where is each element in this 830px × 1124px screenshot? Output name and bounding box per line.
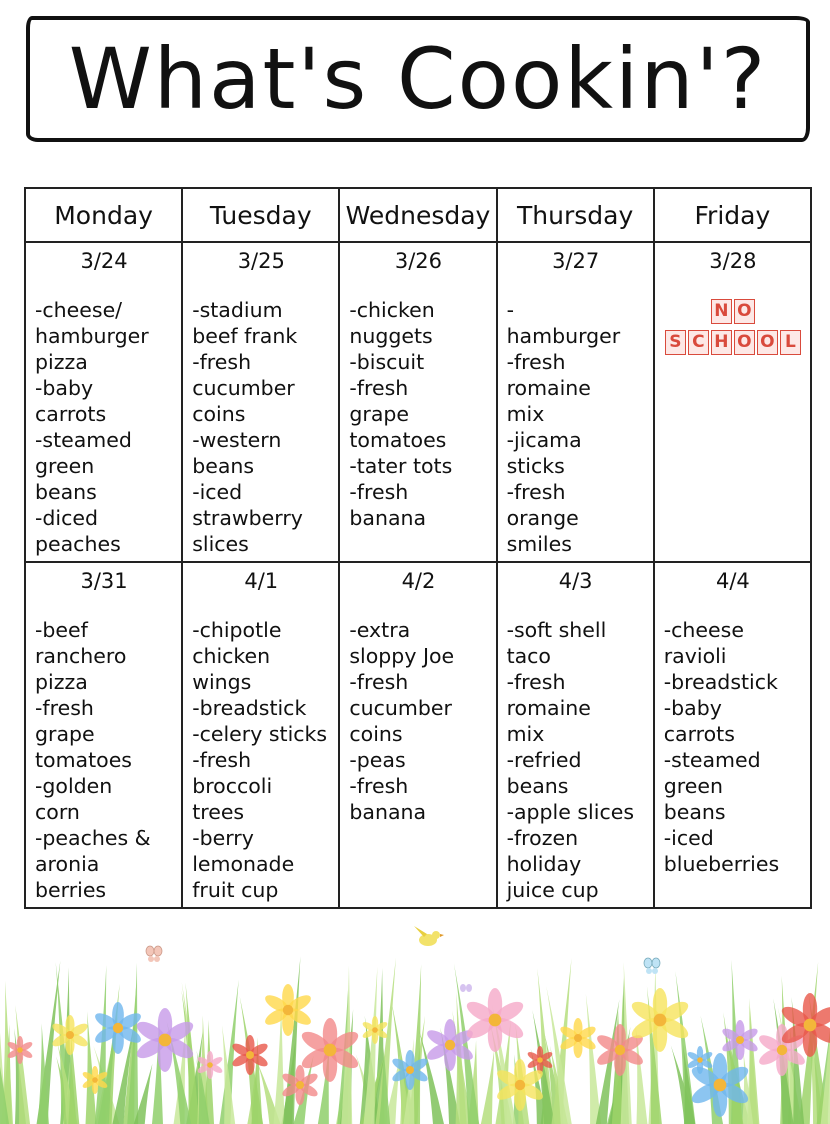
menu-item: -peaches & — [35, 826, 151, 850]
menu-item: -biscuit — [349, 350, 425, 374]
menu-item: berries — [35, 878, 107, 902]
menu-item: -diced — [35, 506, 99, 530]
menu-item: -cheese — [663, 618, 744, 642]
menu-item-list — [349, 617, 487, 825]
menu-item: blueberries — [663, 852, 780, 876]
menu-item: orange — [506, 506, 579, 530]
menu-item: -fresh — [35, 696, 94, 720]
menu-item: -fresh — [192, 350, 252, 374]
menu-item: -peas — [349, 748, 406, 772]
day-header-thursday: Thursday — [497, 188, 654, 242]
menu-item: -fresh — [506, 670, 566, 694]
menu-item: cucumber — [192, 376, 295, 400]
menu-item-list — [35, 617, 173, 903]
menu-item: carrots — [663, 722, 735, 746]
menu-item-list — [35, 297, 173, 557]
menu-item: -fresh — [349, 480, 409, 504]
menu-item: -iced — [192, 480, 243, 504]
menu-cell-monday — [25, 242, 182, 562]
menu-item: pizza — [35, 670, 88, 694]
flower-icon — [361, 1016, 388, 1044]
menu-item: banana — [349, 800, 427, 824]
menu-item: -baby — [663, 696, 722, 720]
menu-item: green — [35, 454, 95, 478]
menu-item: -chicken — [349, 298, 435, 322]
menu-cell-friday — [654, 242, 811, 562]
menu-date: 4/3 — [558, 569, 593, 593]
menu-cell-wednesday — [339, 562, 496, 908]
menu-item: -fresh — [349, 670, 409, 694]
menu-item: -celery sticks — [192, 722, 328, 746]
menu-item: romaine — [506, 376, 591, 400]
butterfly-icon — [146, 946, 162, 962]
menu-item: - — [506, 298, 514, 322]
menu-item: -fresh — [506, 480, 566, 504]
menu-item: -breadstick — [663, 670, 778, 694]
menu-item: sloppy Joe — [349, 644, 455, 668]
menu-item-list — [507, 297, 645, 557]
no-school-notice — [664, 297, 802, 355]
menu-date: 3/31 — [80, 569, 128, 593]
menu-item: -fresh — [192, 748, 252, 772]
day-header-wednesday: Wednesday — [339, 188, 496, 242]
menu-cell-thursday — [497, 242, 654, 562]
menu-item: broccoli — [192, 774, 273, 798]
no-school-word: N O — [664, 297, 802, 324]
menu-item: -breadstick — [192, 696, 307, 720]
menu-item: holiday — [506, 852, 582, 876]
menu-item: ranchero — [35, 644, 127, 668]
menu-item-list — [664, 617, 802, 877]
menu-item: beans — [192, 454, 255, 478]
menu-item: nuggets — [349, 324, 433, 348]
lunch-menu-table — [24, 187, 812, 909]
menu-item-list — [507, 617, 645, 903]
menu-item: -chipotle — [192, 618, 282, 642]
day-header-tuesday: Tuesday — [182, 188, 339, 242]
menu-item: beans — [35, 480, 97, 504]
menu-item: -iced — [663, 826, 714, 850]
title-banner — [26, 16, 810, 142]
menu-item: tomatoes — [349, 428, 447, 452]
menu-item: wings — [192, 670, 252, 694]
menu-cell-friday — [654, 562, 811, 908]
menu-date: 3/27 — [552, 249, 600, 273]
no-school-word: S C H O O L — [664, 328, 802, 355]
menu-item: smiles — [506, 532, 572, 556]
flower-icon — [6, 1036, 33, 1064]
menu-date: 4/4 — [715, 569, 750, 593]
menu-item: -golden — [35, 774, 113, 798]
week-row — [25, 562, 811, 908]
menu-item: aronia — [35, 852, 100, 876]
menu-item: -fresh — [506, 350, 566, 374]
menu-date: 3/24 — [80, 249, 128, 273]
menu-item: -apple slices — [506, 800, 635, 824]
menu-item: -frozen — [506, 826, 579, 850]
menu-item: mix — [506, 402, 545, 426]
menu-cell-wednesday — [339, 242, 496, 562]
menu-item: beans — [663, 800, 726, 824]
day-header-row — [25, 188, 811, 242]
menu-item: -berry — [192, 826, 254, 850]
menu-item: lemonade — [192, 852, 295, 876]
butterfly-icon — [460, 984, 472, 992]
menu-item: grape — [35, 722, 95, 746]
menu-item: trees — [192, 800, 245, 824]
menu-item: banana — [349, 506, 427, 530]
menu-item: -fresh — [349, 774, 409, 798]
butterfly-icon — [644, 958, 660, 974]
menu-item: -jicama — [506, 428, 582, 452]
menu-item: carrots — [35, 402, 107, 426]
menu-item: strawberry — [192, 506, 303, 530]
menu-item: green — [663, 774, 723, 798]
page-title: What's Cookin'? — [68, 30, 768, 128]
menu-date: 3/25 — [237, 249, 285, 273]
flower-garden-illustration — [0, 900, 830, 1124]
menu-item: sticks — [506, 454, 565, 478]
flower-icon — [230, 1035, 269, 1075]
menu-item: -baby — [35, 376, 94, 400]
day-header-friday: Friday — [654, 188, 811, 242]
menu-item: romaine — [506, 696, 591, 720]
menu-item: -tater tots — [349, 454, 453, 478]
menu-cell-tuesday — [182, 242, 339, 562]
menu-item: chicken — [192, 644, 271, 668]
menu-date: 3/26 — [394, 249, 443, 273]
menu-item: coins — [349, 722, 403, 746]
menu-item: tomatoes — [35, 748, 132, 772]
menu-date: 4/2 — [401, 569, 436, 593]
menu-item: -western — [192, 428, 282, 452]
grass-blade — [481, 1049, 494, 1124]
day-header-monday: Monday — [25, 188, 182, 242]
menu-date: 4/1 — [244, 569, 279, 593]
menu-item: -beef — [35, 618, 88, 642]
menu-item: pizza — [35, 350, 88, 374]
bird-icon — [414, 926, 444, 946]
menu-item: -stadium — [192, 298, 283, 322]
flower-icon — [263, 984, 314, 1036]
menu-item-list — [192, 297, 330, 557]
menu-item: -soft shell — [506, 618, 607, 642]
menu-item: slices — [192, 532, 249, 556]
menu-item: mix — [506, 722, 545, 746]
menu-cell-tuesday — [182, 562, 339, 908]
menu-date: 3/28 — [709, 249, 757, 273]
menu-item: -cheese/ — [35, 298, 123, 322]
menu-item: fruit cup — [192, 878, 279, 902]
menu-item: beef frank — [192, 324, 298, 348]
menu-item: -steamed — [663, 748, 761, 772]
flower-icon — [50, 1015, 89, 1055]
menu-item: -extra — [349, 618, 411, 642]
menu-item: beans — [506, 774, 569, 798]
menu-item: hamburger — [506, 324, 621, 348]
menu-item: coins — [192, 402, 246, 426]
menu-item: cucumber — [349, 696, 452, 720]
menu-item: -refried — [506, 748, 582, 772]
menu-item: peaches — [35, 532, 121, 556]
menu-item-list — [192, 617, 330, 903]
menu-item: taco — [506, 644, 551, 668]
menu-item: hamburger — [35, 324, 149, 348]
menu-item: grape — [349, 402, 410, 426]
menu-cell-thursday — [497, 562, 654, 908]
menu-cell-monday — [25, 562, 182, 908]
week-row — [25, 242, 811, 562]
menu-item: corn — [35, 800, 80, 824]
menu-item: juice cup — [506, 878, 599, 902]
menu-item: ravioli — [663, 644, 727, 668]
menu-item-list — [349, 297, 487, 531]
menu-item: -fresh — [349, 376, 409, 400]
menu-item: -steamed — [35, 428, 132, 452]
